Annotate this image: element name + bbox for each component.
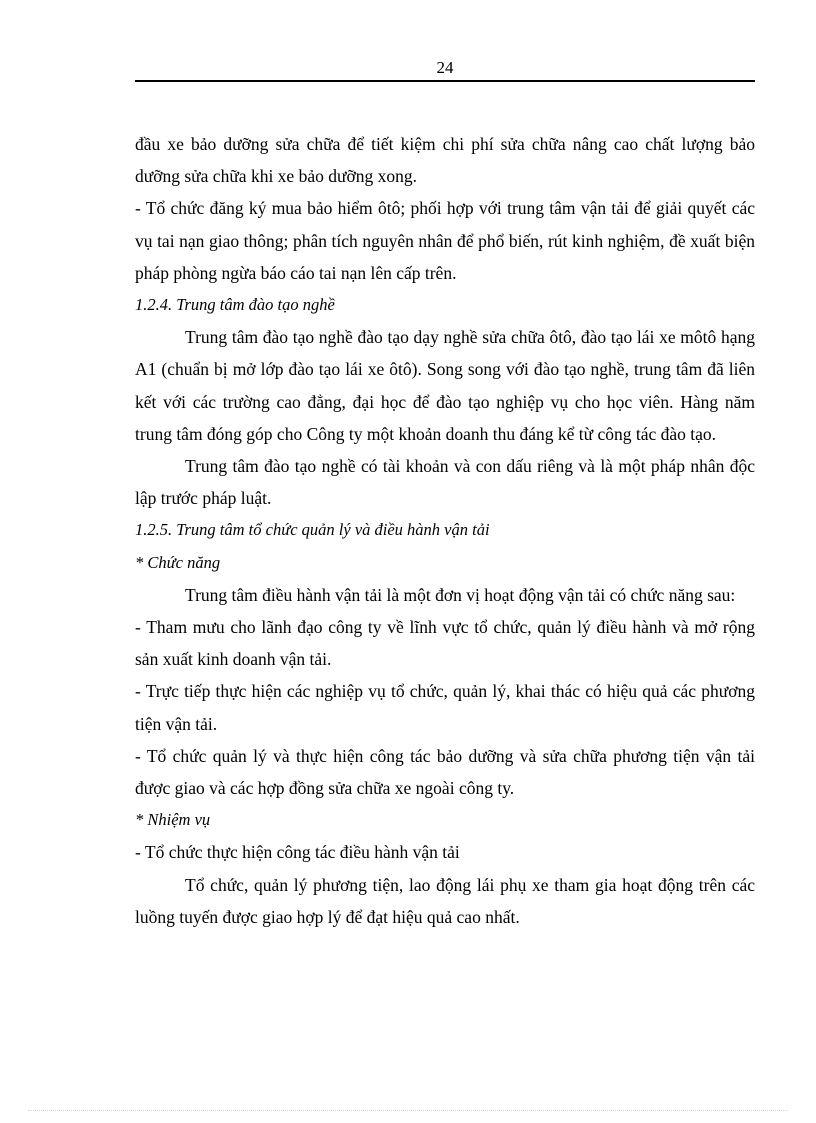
page-number: 24 — [436, 58, 454, 77]
footer-divider — [28, 1110, 788, 1111]
paragraph-2: - Tổ chức đăng ký mua bảo hiểm ôtô; phối hợp với trung tâm vận tải để giải quyết các vụ tai nạn giao thông; phân tích nguyên nhân để phổ biến, rút kinh nghiệm, đề xuất biện pháp phòng ngừa báo cáo tai nạn lên cấp trên. — [135, 198, 755, 283]
paragraph-8: - Tổ chức quản lý và thực hiện công tác bảo dưỡng và sửa chữa phương tiện vận tải được giao và các hợp đồng sửa chữa xe ngoài công ty. — [135, 745, 755, 799]
paragraph-7: - Trực tiếp thực hiện các nghiệp vụ tổ chức, quản lý, khai thác có hiệu quả các phương tiện vận tải. — [135, 681, 755, 734]
paragraph-5: Trung tâm điều hành vận tải là một đơn vị hoạt động vận tải có chức năng sau: — [185, 584, 736, 605]
document-body — [135, 128, 755, 933]
paragraph-9: - Tổ chức thực hiện công tác điều hành vận tải — [135, 842, 460, 863]
paragraph-10: Tổ chức, quản lý phương tiện, lao động lái phụ xe tham gia hoạt động trên các luồng tuyến được giao hợp lý để đạt hiệu quả cao nhất. — [135, 874, 755, 927]
paragraph-1: đầu xe bảo dưỡng sửa chữa để tiết kiệm chi phí sửa chữa nâng cao chất lượng bảo dưỡng sửa chữa khi xe bảo dưỡng xong. — [135, 134, 755, 187]
paragraph-6: - Tham mưu cho lãnh đạo công ty về lĩnh vực tổ chức, quản lý điều hành và mở rộng sản xuất kinh doanh vận tải. — [135, 617, 755, 670]
subheading-function: * Chức năng — [135, 552, 221, 572]
header-rule — [135, 80, 755, 82]
subheading-duties: * Nhiệm vụ — [135, 810, 211, 830]
section-heading-1-2-4: 1.2.4. Trung tâm đào tạo nghề — [135, 295, 335, 315]
paragraph-3: Trung tâm đào tạo nghề đào tạo dạy nghề sửa chữa ôtô, đào tạo lái xe môtô hạng A1 (chuẩn bị mở lớp đào tạo lái xe ôtô). Song song với đào tạo nghề, trung tâm đã liên kết với các trường cao đẳng, đại học để đào tạo nghiệp vụ cho học viên. Hàng năm trung tâm đóng góp cho Công ty một khoản doanh thu đáng kể từ công tác đào tạo. — [135, 327, 755, 444]
section-heading-1-2-5: 1.2.5. Trung tâm tổ chức quản lý và điều hành vận tải — [135, 520, 490, 540]
paragraph-4: Trung tâm đào tạo nghề có tài khoản và con dấu riêng và là một pháp nhân độc lập trước pháp luật. — [135, 456, 755, 509]
